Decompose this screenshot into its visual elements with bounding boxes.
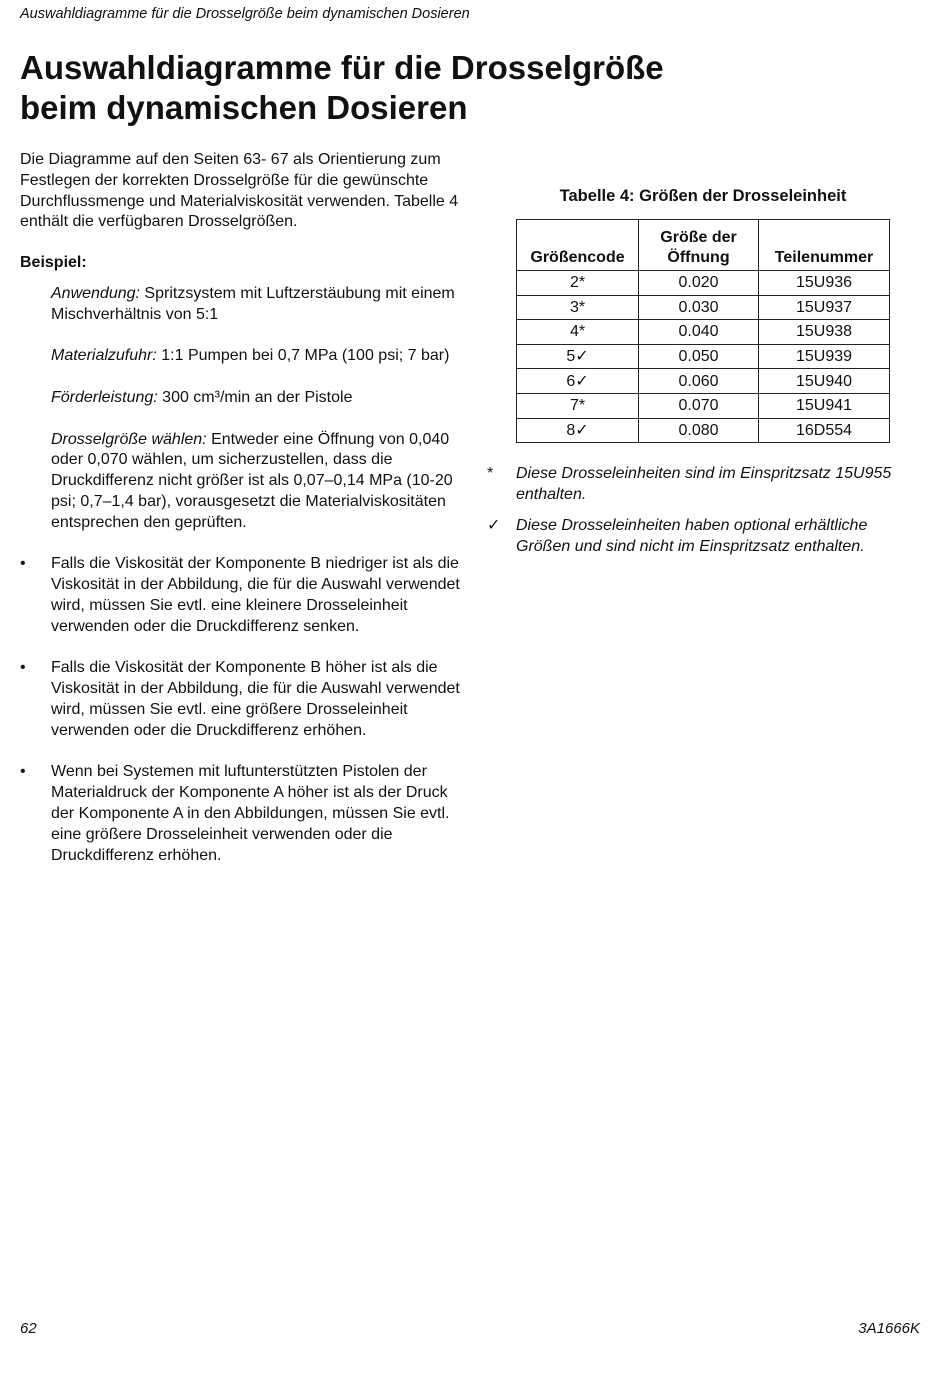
bullet-text: Wenn bei Systemen mit luftunterstützten Pistolen der Materialdruck der Komponente A höher ist als der Druck der Komponente A in den Abbildungen, müssen Sie evtl. eine größere Drosseleinheit verwenden oder die Druckdifferenz erhöhen. <box>51 763 450 864</box>
bullet-marker: • <box>20 555 26 573</box>
example-item <box>20 284 465 326</box>
bullet-text: Falls die Viskosität der Komponente B niedriger ist als die Viskosität in der Abbildung, die für die Auswahl verwendet wird, müssen Sie evtl. eine kleinere Drosseleinheit verwenden oder die Druckdifferenz senken. <box>51 555 460 635</box>
table-caption: Tabelle 4: Größen der Drosseleinheit <box>559 187 847 205</box>
part-number-cell: 15U936 <box>759 271 890 296</box>
table-row <box>517 393 890 418</box>
table-note <box>487 463 920 505</box>
intro-paragraph: Die Diagramme auf den Seiten 63- 67 als Orientierung zum Festlegen der korrekten Drosselgröße für die gewünschte Durchflussmenge und Materialviskosität verwenden. Tabelle 4 enthält die verfügbaren Drosselgrößen. <box>20 151 459 231</box>
example-label: Drosselgröße wählen: <box>51 430 207 448</box>
example-text: 1:1 Pumpen bei 0,7 MPa (100 psi; 7 bar) <box>156 347 450 365</box>
bullet-item <box>20 762 465 866</box>
example-label: Anwendung: <box>51 284 140 302</box>
page-title-line1: Auswahldiagramme für die Drosselgröße <box>20 49 664 86</box>
part-number-cell: 15U940 <box>759 369 890 394</box>
page-title <box>20 48 780 128</box>
orifice-size-cell: 0.050 <box>639 344 759 369</box>
table-row <box>517 271 890 296</box>
table-row <box>517 418 890 443</box>
running-header: Auswahldiagramme für die Drosselgröße beim dynamischen Dosieren <box>20 6 470 22</box>
orifice-size-cell: 0.080 <box>639 418 759 443</box>
table-row <box>517 369 890 394</box>
table-header-row <box>517 220 890 271</box>
table-row <box>517 344 890 369</box>
size-code-cell: 7* <box>517 393 639 418</box>
example-label: Förderleistung: <box>51 388 158 406</box>
bullet-text: Falls die Viskosität der Komponente B höher ist als die Viskosität in der Abbildung, die für die Auswahl verwendet wird, müssen Sie evtl. eine größere Drosseleinheit verwenden oder die Druckdifferenz erhöhen. <box>51 659 460 739</box>
table-notes <box>487 463 920 557</box>
size-code-cell: 3* <box>517 295 639 320</box>
example-text: Spritzsystem mit Luftzerstäubung mit einem Mischverhältnis von 5:1 <box>51 284 455 323</box>
size-code-cell: 8✓ <box>517 418 639 443</box>
asterisk-note-symbol: * <box>487 465 494 483</box>
bullet-marker: • <box>20 659 26 677</box>
size-code-cell: 6✓ <box>517 369 639 394</box>
right-column <box>487 187 920 567</box>
bullet-item <box>20 554 465 637</box>
part-number-cell: 15U938 <box>759 320 890 345</box>
example-item <box>20 430 465 534</box>
orifice-size-cell: 0.030 <box>639 295 759 320</box>
page-number: 62 <box>20 1320 37 1337</box>
example-item <box>20 388 465 409</box>
column-header <box>639 220 759 271</box>
part-number-cell: 15U941 <box>759 393 890 418</box>
part-number-cell: 15U939 <box>759 344 890 369</box>
example-label: Materialzufuhr: <box>51 347 157 365</box>
example-item <box>20 346 465 367</box>
orifice-size-cell: 0.060 <box>639 369 759 394</box>
bullet-marker: • <box>20 763 26 781</box>
orifice-size-cell: 0.020 <box>639 271 759 296</box>
example-heading: Beispiel: <box>20 254 87 272</box>
example-text: 300 cm³/min an der Pistole <box>157 388 353 406</box>
size-code-cell: 5✓ <box>517 344 639 369</box>
note-text: Diese Drosseleinheiten haben optional erhältliche Größen und sind nicht im Einspritzsatz enthalten. <box>516 517 868 556</box>
orifice-size-table <box>516 219 890 443</box>
column-header: Teilenummer <box>759 220 890 271</box>
page-title-line2: beim dynamischen Dosieren <box>20 89 468 126</box>
size-code-cell: 4* <box>517 320 639 345</box>
column-header-text: Größe der Öffnung <box>660 229 737 266</box>
part-number-cell: 16D554 <box>759 418 890 443</box>
table-note <box>487 515 920 557</box>
bullet-item <box>20 658 465 741</box>
orifice-size-cell: 0.040 <box>639 320 759 345</box>
note-text: Diese Drosseleinheiten sind im Einspritzsatz 15U955 enthalten. <box>516 465 892 504</box>
column-header: Größencode <box>517 220 639 271</box>
left-column <box>20 150 465 887</box>
document-number: 3A1666K <box>858 1320 920 1337</box>
part-number-cell: 15U937 <box>759 295 890 320</box>
table-row <box>517 320 890 345</box>
table-row <box>517 295 890 320</box>
orifice-size-cell: 0.070 <box>639 393 759 418</box>
example-text: Entweder eine Öffnung von 0,040 oder 0,070 wählen, um sicherzustellen, dass die Druckdifferenz nicht größer ist als 0,07–0,14 MPa (10-20 psi; 0,7–1,4 bar), vorausgesetzt die Materialviskositäten entsprechen den geprüften. <box>51 430 453 531</box>
size-code-cell: 2* <box>517 271 639 296</box>
checkmark-icon: ✓ <box>487 517 501 535</box>
